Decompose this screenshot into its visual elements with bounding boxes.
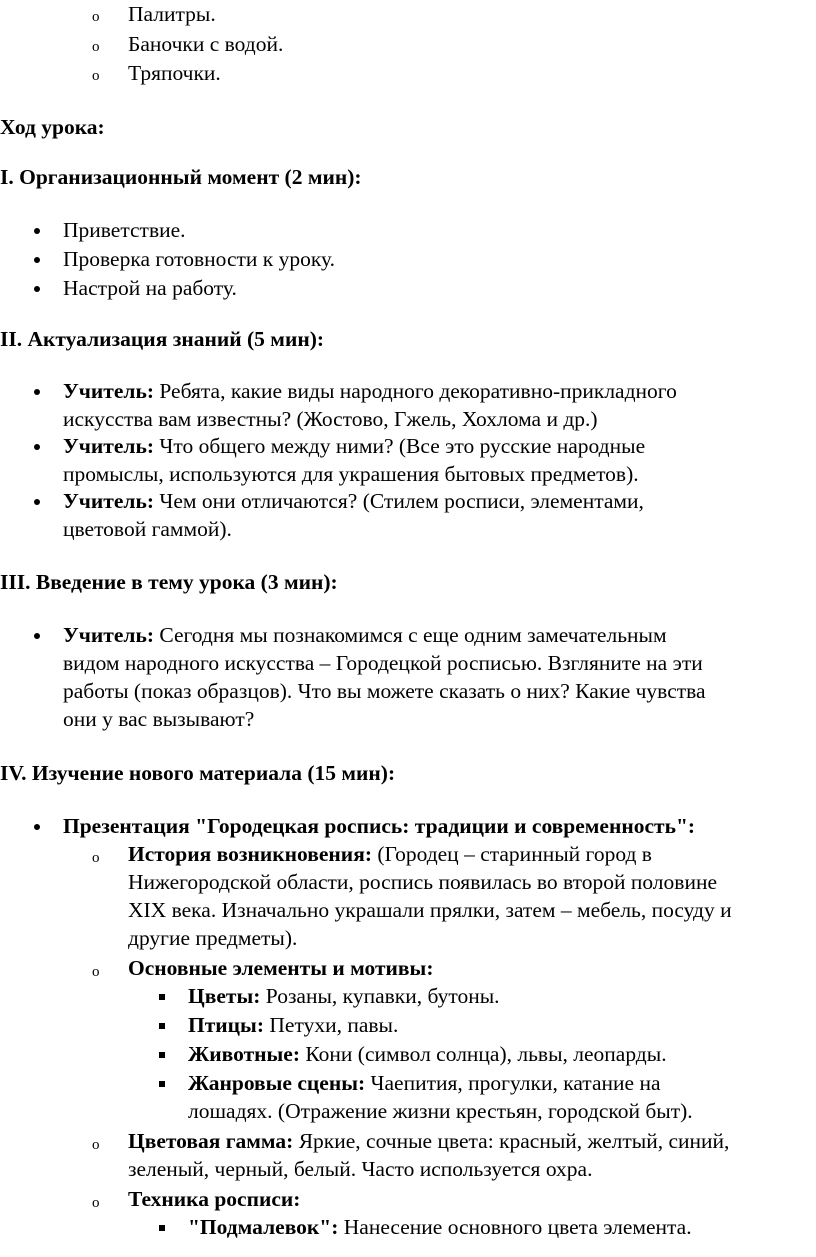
square-bullet-icon <box>159 1052 165 1058</box>
bullet-dot-icon <box>34 444 40 450</box>
list-item-continuation: работы (показ образцов). Что вы можете сказать о них? Какие чувства <box>63 679 706 703</box>
circle-bullet-icon: o <box>92 68 100 84</box>
item-text: Яркие, сочные цвета: красный, желтый, синий, <box>293 1129 730 1153</box>
list-item <box>63 487 644 515</box>
item-label: Птицы: <box>188 1013 265 1037</box>
list-item-continuation: другие предметы). <box>128 926 298 950</box>
item-label: Жанровые сцены: <box>188 1071 366 1095</box>
circle-bullet-icon: o <box>92 1195 100 1211</box>
item-text: Сегодня мы познакомимся с еще одним замечательным <box>154 623 667 647</box>
list-item: Приветствие. <box>63 218 186 242</box>
bullet-dot-icon <box>34 633 40 639</box>
list-item <box>63 621 667 649</box>
item-text: Нанесение основного цвета элемента. <box>338 1215 692 1239</box>
list-item-continuation: зеленый, черный, белый. Часто используется охра. <box>128 1157 593 1181</box>
speaker-label: Учитель: <box>63 434 154 458</box>
bullet-dot-icon <box>34 257 40 263</box>
list-item <box>63 432 645 460</box>
list-item <box>188 1213 692 1241</box>
item-text: Чем они отличаются? (Стилем росписи, элементами, <box>154 489 644 513</box>
list-item: Настрой на работу. <box>63 276 237 300</box>
bullet-dot-icon <box>34 499 40 505</box>
materials-item: Палитры. <box>128 2 216 26</box>
circle-bullet-icon: o <box>92 9 100 25</box>
list-item-continuation: лошадях. (Отражение жизни крестьян, городской быт). <box>188 1099 693 1123</box>
elements-title: Основные элементы и мотивы: <box>128 956 434 980</box>
square-bullet-icon <box>159 1023 165 1029</box>
speaker-label: Учитель: <box>63 489 154 513</box>
list-item <box>188 982 500 1010</box>
circle-bullet-icon: o <box>92 1137 100 1153</box>
item-label: История возникновения: <box>128 842 372 866</box>
bullet-dot-icon <box>34 824 40 830</box>
square-bullet-icon <box>159 1081 165 1087</box>
presentation-title: Презентация "Городецкая роспись: традиции и современность": <box>63 814 696 838</box>
list-item <box>63 377 677 405</box>
technique-title: Техника росписи: <box>128 1187 301 1211</box>
list-item-continuation: искусства вам известны? (Жостово, Гжель, Хохлома и др.) <box>63 407 598 431</box>
item-label: Цветовая гамма: <box>128 1129 294 1153</box>
item-label: Цветы: <box>188 984 261 1008</box>
section-2-title: II. Актуализация знаний (5 мин): <box>0 327 325 351</box>
bullet-dot-icon <box>34 228 40 234</box>
section-4-title: IV. Изучение нового материала (15 мин): <box>0 761 396 785</box>
materials-item: Баночки с водой. <box>128 32 284 56</box>
materials-item: Тряпочки. <box>128 61 221 85</box>
list-item-continuation: промыслы, используются для украшения бытовых предметов). <box>63 462 639 486</box>
circle-bullet-icon: o <box>92 850 100 866</box>
list-item <box>188 1011 398 1039</box>
item-text: (Городец – старинный город в <box>372 842 652 866</box>
list-item <box>188 1040 667 1068</box>
circle-bullet-icon: o <box>92 964 100 980</box>
item-text: Кони (символ солнца), львы, леопарды. <box>300 1042 667 1066</box>
list-item-continuation: цветовой гаммой). <box>63 517 232 541</box>
list-item <box>128 840 652 868</box>
circle-bullet-icon: o <box>92 39 100 55</box>
speaker-label: Учитель: <box>63 623 154 647</box>
item-text: Чаепития, прогулки, катание на <box>365 1071 661 1095</box>
section-3-title: III. Введение в тему урока (3 мин): <box>0 570 338 594</box>
list-item <box>128 1127 729 1155</box>
item-text: Розаны, купавки, бутоны. <box>260 984 500 1008</box>
section-1-title: I. Организационный момент (2 мин): <box>0 165 362 189</box>
list-item-continuation: XIX века. Изначально украшали прялки, затем – мебель, посуду и <box>128 898 732 922</box>
list-item <box>188 1069 661 1097</box>
bullet-dot-icon <box>34 389 40 395</box>
square-bullet-icon <box>159 1225 165 1231</box>
square-bullet-icon <box>159 994 165 1000</box>
item-label: Животные: <box>188 1042 301 1066</box>
item-text: Ребята, какие виды народного декоративно-прикладного <box>154 379 677 403</box>
list-item-continuation: видом народного искусства – Городецкой росписью. Взгляните на эти <box>63 651 703 675</box>
item-label: "Подмалевок": <box>188 1215 339 1239</box>
list-item: Проверка готовности к уроку. <box>63 247 335 271</box>
bullet-dot-icon <box>34 286 40 292</box>
item-text: Что общего между ними? (Все это русские народные <box>154 434 646 458</box>
item-text: Петухи, павы. <box>264 1013 399 1037</box>
speaker-label: Учитель: <box>63 379 154 403</box>
list-item-continuation: они у вас вызывают? <box>63 707 255 731</box>
list-item-continuation: Нижегородской области, роспись появилась во второй половине <box>128 870 717 894</box>
lesson-heading: Ход урока: <box>0 115 105 139</box>
